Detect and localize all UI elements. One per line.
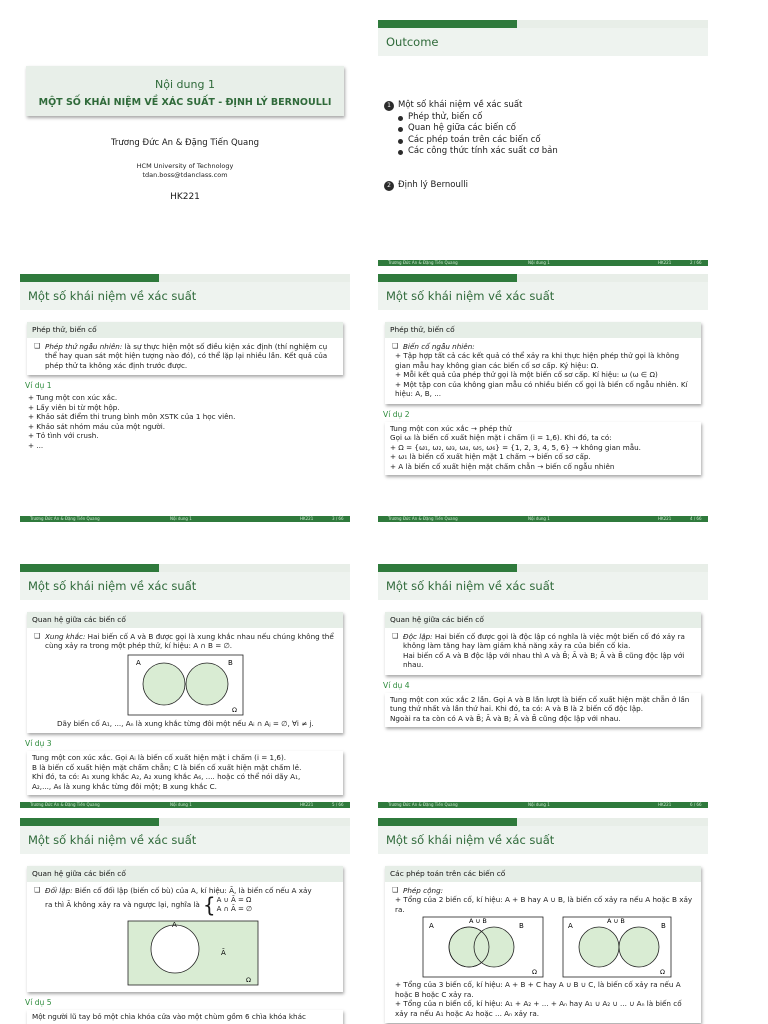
footer-page: 3 / 66	[332, 516, 344, 521]
definition-term: ❑ Phép cộng:	[391, 886, 695, 896]
sub-item: Các công thức tính xác suất cơ bản	[384, 146, 704, 158]
top-bar	[20, 274, 350, 282]
example-line: + Khảo sát nhóm máu của một người.	[28, 421, 166, 431]
definition-item	[33, 886, 337, 896]
sub-item: Các phép toán trên các biến cố	[384, 135, 704, 147]
slide-6	[378, 564, 708, 810]
frame-title: Một số khái niệm về xác suất	[378, 572, 708, 600]
example-line: Một người lũ tay bỏ một chìa khóa cửa vào một chùm gồm 6 chìa khóa khác	[32, 1012, 306, 1021]
footer-course: HK221	[300, 802, 314, 807]
example-title: Ví dụ 3	[25, 739, 52, 748]
definition-line: + Tổng của n biến cố, kí hiệu: A₁ + A₂ + ... + Aₙ hay A₁ ∪ A₂ ∪ ... ∪ Aₙ là biến cố xảy ra nếu A₁ hoặc A₂ hoặc ... Aₙ xảy ra.	[395, 999, 682, 1018]
title-main: MỘT SỐ KHÁI NIỆM VỀ XÁC SUẤT - ĐỊNH LÝ BERNOULLI	[38, 97, 332, 108]
example-line: Tung một con xúc xắc. Gọi Aᵢ là biến cố xuất hiện mặt i chấm (i = 1,6).	[32, 753, 287, 762]
definition-block	[385, 612, 701, 675]
sub-item: Quan hệ giữa các biến cố	[384, 123, 704, 135]
venn-diagram-complement	[33, 915, 343, 987]
institution: HCM University of Technology	[136, 162, 234, 170]
footer-page: 4 / 66	[690, 516, 702, 521]
example-body	[27, 751, 343, 795]
definition-text: Hai biến cố A và B được gọi là xung khắc nhau nếu chúng không thể cùng xảy ra trong một phép thử, kí hiệu: A ∩ B = ∅.	[45, 631, 334, 650]
definition-item	[33, 632, 337, 651]
frame-title: Một số khái niệm về xác suất	[20, 282, 350, 310]
example-line: + Ω = {ω₁, ω₂, ω₃, ω₄, ω₅, ω₆} = {1, 2, 3, 4, 5, 6} → không gian mẫu.	[390, 442, 641, 452]
set-b-label: B	[228, 658, 233, 667]
number-badge: 2	[384, 181, 394, 191]
block-title: Quan hệ giữa các biến cố	[385, 612, 701, 628]
set-b-circle	[186, 663, 228, 705]
set-a-label: A	[136, 658, 141, 667]
footer-author: Trương Đức An & Đặng Tiến Quang	[388, 260, 458, 265]
example-title: Ví dụ 2	[383, 409, 410, 419]
footer-course: HK221	[658, 802, 672, 807]
footer-section: Nội dung 1	[528, 260, 550, 265]
definition-line: + Tổng của 3 biến cố, kí hiệu: A + B + C hay A ∪ B ∪ C, là biến cố xảy ra nếu A hoặc B hoặc C xảy ra.	[395, 980, 681, 999]
frame-title: Một số khái niệm về xác suất	[20, 826, 350, 854]
example-body	[385, 693, 701, 728]
complement-label: Ā	[221, 949, 226, 957]
definition-term: Xung khắc:	[45, 631, 86, 641]
outcome-item-1	[384, 100, 704, 112]
definition-term: ❑ Biến cố ngẫu nhiên:	[391, 342, 695, 352]
email: tdan.boss@tdanclass.com	[142, 171, 228, 179]
example-title: Ví dụ 1	[25, 381, 52, 390]
example-line: Tung một con xúc xắc 2 lần. Gọi A và B lần lượt là biến cố xuất hiện mặt chẵn ở lần tung thứ nhất và lần thứ hai. Khi đó, ta có: A và B là 2 biến cố độc lập.	[390, 694, 690, 713]
title-box	[26, 66, 344, 116]
top-bar	[20, 818, 350, 826]
example-line: Ngoài ra ta còn có A và B̄; Ā và B; Ā và B̄ cũng độc lập với nhau.	[390, 713, 621, 723]
definition-term: Phép thử ngẫu nhiên:	[45, 341, 123, 351]
footer-section: Nội dung 1	[528, 802, 550, 807]
definition-block	[385, 866, 701, 1023]
definition-line: + Tổng của 2 biến cố, kí hiệu: A + B hay A ∪ B, là biến cố xảy ra nếu A hoặc B xảy ra.	[395, 895, 693, 914]
set-a-circle	[579, 927, 619, 967]
footer-author: Trương Đức An & Đặng Tiến Quang	[388, 802, 458, 807]
venn-diagram-disjoint	[33, 651, 343, 719]
example-line: + ω₁ là biến cố xuất hiện mặt 1 chấm → biến cố sơ cấp.	[390, 452, 591, 461]
slide-title	[24, 64, 354, 264]
slide-outcome	[378, 20, 708, 268]
definition-item	[33, 342, 337, 371]
number-badge: 1	[384, 101, 394, 111]
definition-block	[27, 322, 343, 375]
definition-block	[385, 322, 701, 404]
frame-title: Một số khái niệm về xác suất	[20, 572, 350, 600]
definition-block	[27, 612, 343, 733]
definition-block	[27, 866, 343, 992]
set-a-circle	[143, 663, 185, 705]
footer	[20, 516, 350, 522]
block-title: Quan hệ giữa các biến cố	[27, 866, 343, 882]
footer-section: Nội dung 1	[170, 516, 192, 521]
example-line: + Lấy viên bi từ một hộp.	[28, 402, 120, 412]
system-eq-2: A ∩ Ā = ∅	[216, 905, 253, 913]
example-line: Tung một con xúc xắc → phép thử	[390, 423, 512, 433]
footer	[378, 260, 708, 266]
top-bar	[20, 564, 350, 572]
definition-note: Hai biến cố A và B độc lập với nhau thì A và B̄; Ā và B; Ā và B̄ cũng độc lập với nhau.	[403, 650, 685, 669]
set-b-circle	[619, 927, 659, 967]
authors: Trương Đức An & Đặng Tiến Quang	[110, 138, 260, 148]
example-title: Ví dụ 5	[25, 998, 52, 1007]
definition-text: là sự thực hiện một số điều kiện xác định (thí nghiệm cụ thể hay quan sát một hiện tượng nào đó), có thể lặp lại nhiều lần. Kết quả của phép thử ta không xác định trước được.	[45, 341, 328, 370]
example-line: Gọi ωᵢ là biến cố xuất hiện mặt i chấm (i = 1,6). Khi đó, ta có:	[390, 433, 612, 442]
definition-text: Hai biến cố được gọi là độc lập có nghĩa là việc một biến cố đó xảy ra không làm tăng hay làm giảm khả năng xảy ra của biến cố kia.	[403, 631, 685, 650]
omega-label: Ω	[532, 968, 537, 976]
outcome-item-2	[384, 180, 704, 192]
footer	[378, 802, 708, 808]
definition-term: Đối lập:	[45, 885, 73, 895]
union-label: A ∪ B	[607, 917, 625, 925]
sub-item: Phép thử, biến cố	[384, 112, 704, 124]
definition-item	[391, 632, 695, 651]
definition-system	[33, 895, 337, 915]
title-top: Nội dung 1	[155, 78, 215, 91]
definition-text: ra thì Ā không xảy ra và ngược lại, nghĩa là	[45, 900, 200, 910]
outcome-item-label: Định lý Bernoulli	[398, 179, 468, 190]
slide-5	[20, 564, 350, 808]
block-title: Phép thử, biến cố	[385, 322, 701, 338]
top-bar	[378, 274, 708, 282]
definition-line: + Một tập con của không gian mẫu có nhiều biến cố gọi là biến cố ngẫu nhiên. Kí hiệu: A, B, ...	[395, 379, 688, 398]
footer-author: Trương Đức An & Đặng Tiến Quang	[30, 516, 100, 521]
example-body	[27, 1010, 343, 1024]
example-title: Ví dụ 4	[383, 680, 410, 690]
footer-page: 2 / 66	[690, 260, 702, 265]
footer-section: Nội dung 1	[528, 516, 550, 521]
footer-page: 6 / 66	[690, 802, 702, 807]
omega-label: Ω	[232, 705, 237, 714]
top-bar	[378, 20, 708, 28]
frame-title: Một số khái niệm về xác suất	[378, 282, 708, 310]
footer	[20, 802, 350, 808]
example-line: + Tỏ tình với crush.	[28, 431, 99, 440]
venn-diagram-union	[391, 914, 701, 980]
frame-title: Một số khái niệm về xác suất	[378, 826, 708, 854]
example-line: + A là biến cố xuất hiện mặt chấm chẵn → biến cố ngẫu nhiên	[390, 461, 615, 471]
example-line: + ...	[28, 440, 44, 450]
slide-3	[20, 274, 350, 526]
omega-label: Ω	[246, 976, 251, 984]
example-body	[20, 393, 350, 450]
brace-icon: {	[202, 893, 216, 917]
example-line: + Khảo sát điểm thi trung bình môn XSTK của 1 học viên.	[28, 412, 236, 421]
slide-7	[20, 818, 350, 1024]
footer-page: 5 / 66	[332, 802, 344, 807]
block-title: Quan hệ giữa các biến cố	[27, 612, 343, 628]
example-body	[385, 422, 701, 476]
definition-line: + Tập hợp tất cả các kết quả có thể xảy ra khi thực hiện phép thử gọi là không gian mẫu hay không gian các biến cố sơ cấp. Ký hiệu: Ω.	[395, 351, 680, 370]
example-line: Khi đó, ta có: A₁ xung khắc A₂, A₂ xung khắc A₆, .... hoặc có thể nói dãy A₁,	[32, 772, 301, 781]
definition-note: Dãy biến cố A₁, ..., Aₙ là xung khắc từng đôi một nếu Aᵢ ∩ Aⱼ = ∅, ∀i ≠ j.	[57, 718, 314, 728]
top-bar	[378, 564, 708, 572]
footer-section: Nội dung 1	[170, 802, 192, 807]
example-line: + Tung một con xúc xắc.	[28, 393, 118, 402]
footer-course: HK221	[300, 516, 314, 521]
term: HK221	[170, 192, 200, 202]
slide-8	[378, 818, 708, 1024]
system-eq-1: A ∪ Ā = Ω	[216, 896, 252, 904]
block-title: Các phép toán trên các biến cố	[385, 866, 701, 882]
footer-author: Trương Đức An & Đặng Tiến Quang	[388, 516, 458, 521]
set-a-label: A	[568, 922, 573, 930]
example-line: A₂,..., A₆ là xung khắc từng đôi một; B xung khắc C.	[32, 781, 217, 791]
definition-text: Biến cố đối lập (biến cố bù) của A, kí hiệu: Ā, là biến cố nếu A xảy	[72, 885, 312, 895]
set-a-circle	[151, 925, 199, 973]
footer-course: HK221	[658, 260, 672, 265]
definition-term: Độc lập:	[403, 631, 433, 641]
example-line: B là biến cố xuất hiện mặt chấm chẵn; C là biến cố xuất hiện mặt chấm lẻ.	[32, 762, 302, 772]
union-label: A ∪ B	[469, 917, 487, 925]
slide-4	[378, 274, 708, 526]
top-bar	[378, 818, 708, 826]
footer	[378, 516, 708, 522]
set-a-label: A	[429, 922, 434, 930]
omega-label: Ω	[660, 968, 665, 976]
set-b-label: B	[661, 922, 666, 930]
frame-title: Outcome	[378, 28, 708, 56]
footer-course: HK221	[658, 516, 672, 521]
set-b-label: B	[519, 922, 524, 930]
set-b-circle	[474, 927, 514, 967]
block-title: Phép thử, biến cố	[27, 322, 343, 338]
outcome-item-label: Một số khái niệm về xác suất	[398, 100, 523, 110]
definition-line: + Mỗi kết quả của phép thử gọi là một biến cố sơ cấp. Kí hiệu: ω (ω ∈ Ω)	[395, 370, 658, 379]
footer-author: Trương Đức An & Đặng Tiến Quang	[30, 802, 100, 807]
set-a-label: A	[172, 921, 177, 929]
